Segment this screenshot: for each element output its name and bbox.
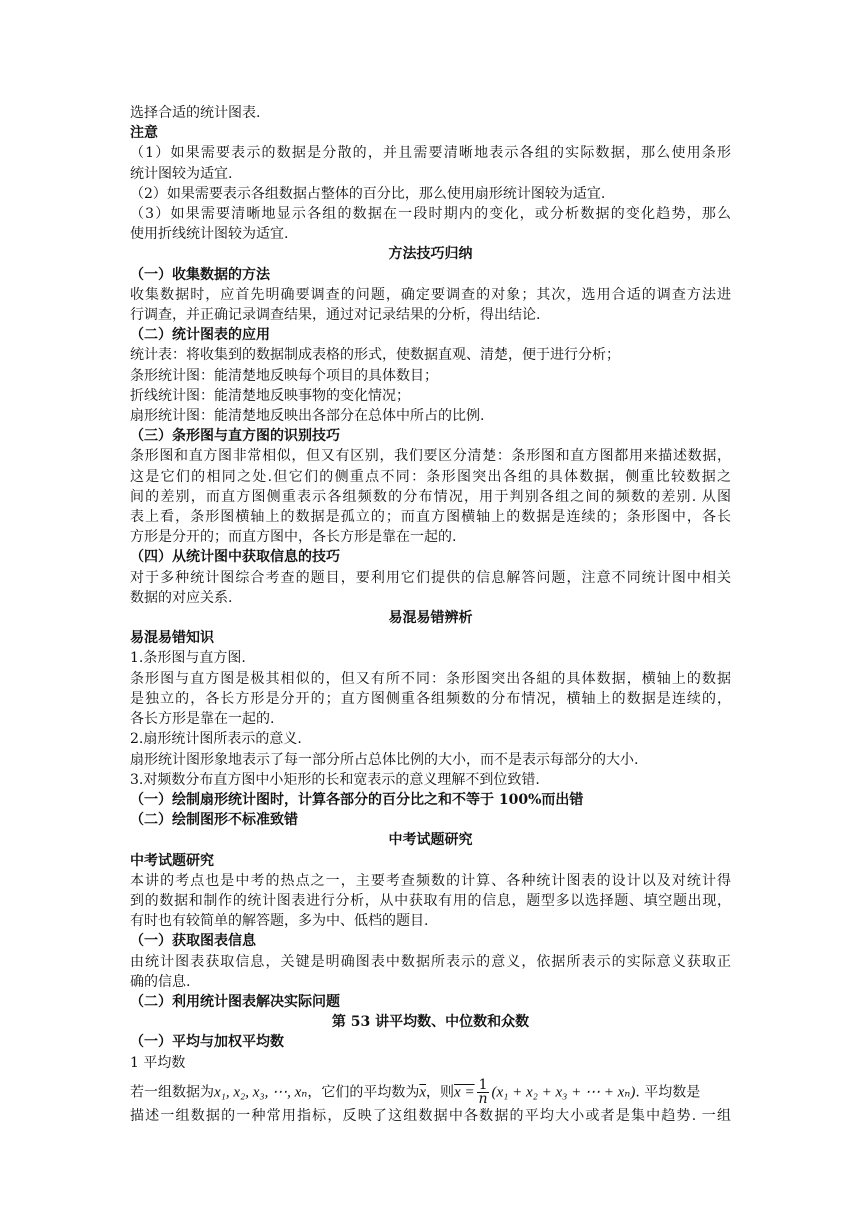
- text-line: 2.扇形统计图所表示的意义.: [130, 731, 302, 748]
- text-line: 这是它们的相同之处.但它们的侧重点不同：条形图突出各组的具体数据，侧重比较数据之: [130, 468, 731, 485]
- fraction-numerator: 1: [478, 1076, 488, 1093]
- text-line: 3.对频数分布直方图中小矩形的长和宽表示的意义理解不到位致错.: [130, 771, 540, 788]
- formula-line: [130, 1076, 731, 1107]
- formula-body-math: (x₁ + x₂ + x₃ + ⋯ + xₙ): [491, 1084, 636, 1101]
- section-heading: （二）绘制图形不标准致错: [130, 812, 298, 829]
- section-heading: 中考试题研究: [130, 852, 214, 869]
- mean-symbol-math: $\overline{x}$: [419, 1084, 427, 1101]
- section-heading: 易混易错知识: [130, 630, 214, 647]
- text-line: 间的差别，而直方图侧重表示各组频数的分布情况，用于判别各组之间的频数的差别. 从图: [130, 488, 731, 505]
- centered-heading: 中考试题研究: [388, 832, 473, 849]
- text-fragment: 若一组数据为: [130, 1084, 214, 1101]
- text-line: 是独立的，各长方形是分开的；直方图侧重各组频数的分布情况，横轴上的数据是连续的，: [130, 690, 731, 707]
- text-line: 对于多种统计图综合考查的题目，要利用它们提供的信息解答问题，注意不同统计图中相关: [130, 569, 731, 586]
- text-line: 本讲的考点也是中考的热点之一，主要考查频数的计算、各种统计图表的设计以及对统计得: [130, 872, 731, 889]
- section-heading: （三）条形图与直方图的识别技巧: [130, 428, 340, 445]
- text-line: 数据的对应关系.: [130, 589, 233, 606]
- text-line: 行调查，并正确记录调查结果，通过对记录结果的分析，得出结论.: [130, 307, 541, 324]
- text-line: 1.条形图与直方图.: [130, 650, 246, 667]
- text-line: （1）如果需要表示的数据是分散的，并且需要清晰地表示各组的实际数据，那么使用条形: [130, 145, 731, 162]
- text-line: （3）如果需要清晰地显示各组的数据在一段时期内的变化，或分析数据的变化趋势，那么: [130, 206, 731, 223]
- text-line: （2）如果需要表示各组数据占整体的百分比，那么使用扇形统计图较为适宜.: [130, 185, 606, 202]
- text-line: 确的信息.: [130, 973, 191, 990]
- centered-heading: 第 53 讲平均数、中位数和众数: [331, 1014, 530, 1031]
- text-line: 收集数据时，应首先明确要调查的问题，确定要调查的对象；其次，选用合适的调查方法进: [130, 286, 731, 303]
- text-line: 各长方形是靠在一起的.: [130, 711, 275, 728]
- text-line: 表上看，条形图横轴上的数据是孤立的；而直方图横轴上的数据是连续的；条形图中，各长: [130, 509, 731, 526]
- centered-heading: 方法技巧归纳: [388, 246, 473, 263]
- text-line: 扇形统计图形象地表示了每一部分所占总体比例的大小，而不是表示每部分的大小.: [130, 751, 639, 768]
- text-line: 条形统计图：能清楚地反映每个项目的具体数目；: [130, 367, 438, 384]
- formula-lhs-math: x =: [454, 1084, 475, 1101]
- centered-heading: 易混易错辨析: [388, 610, 473, 627]
- text-line: 有时也有较简单的解答题，多为中、低档的题目.: [130, 913, 429, 930]
- section-heading: （二）利用统计图表解决实际问题: [130, 993, 340, 1010]
- text-line: 1 平均数: [130, 1054, 186, 1071]
- section-heading: （四）从统计图中获取信息的技巧: [130, 549, 340, 566]
- text-fragment: . 平均数是: [635, 1084, 701, 1101]
- fraction-denominator: n: [478, 1090, 488, 1107]
- fraction-math: [477, 1076, 490, 1107]
- text-line: 扇形统计图：能清楚地反映出各部分在总体中所占的比例.: [130, 408, 485, 425]
- text-line: 选择合适的统计图表.: [130, 105, 261, 121]
- text-line: 统计图较为适宜.: [130, 165, 233, 182]
- section-heading: 注意: [130, 125, 158, 142]
- text-fragment: ，它们的平均数为: [307, 1084, 420, 1101]
- text-line: 统计表：将收集到的数据制成表格的形式，使数据直观、清楚，便于进行分析；: [130, 347, 620, 364]
- text-line: 使用折线统计图较为适宜.: [130, 226, 289, 243]
- section-heading: （一）获取图表信息: [130, 933, 256, 950]
- section-heading: （二）统计图表的应用: [130, 327, 270, 344]
- section-heading: （一）平均与加权平均数: [130, 1034, 284, 1051]
- text-line: 条形图与直方图是极其相似的，但又有所不同：条形图突出各組的具体数据，横轴上的数据: [130, 670, 731, 687]
- section-heading: （一）绘制扇形统计图时，计算各部分的百分比之和不等于 100%而出错: [130, 791, 584, 808]
- text-line: 描述一组数据的一种常用指标，反映了这组数据中各数据的平均大小或者是集中趋势. 一组: [130, 1107, 731, 1124]
- data-list-math: x₁, x₂, x₃, ⋯, xₙ: [214, 1084, 308, 1101]
- text-line: 到的数据和制作的统计图表进行分析，从中获取有用的信息，题型多以选择题、填空题出现，: [130, 892, 731, 909]
- text-line: 折线统计图：能清楚地反映事物的变化情况；: [130, 387, 410, 404]
- text-fragment: ，则: [426, 1084, 455, 1101]
- text-line: 由统计图表获取信息，关键是明确图表中数据所表示的意义，依据所表示的实际意义获取正: [130, 953, 731, 970]
- text-line: 方形是分开的；而直方图中，各长方形是靠在一起的.: [130, 529, 457, 546]
- text-line: 条形图和直方图非常相似，但又有区别，我们要区分清楚：条形图和直方图都用来描述数据，: [130, 448, 731, 465]
- section-heading: （一）收集数据的方法: [130, 266, 270, 283]
